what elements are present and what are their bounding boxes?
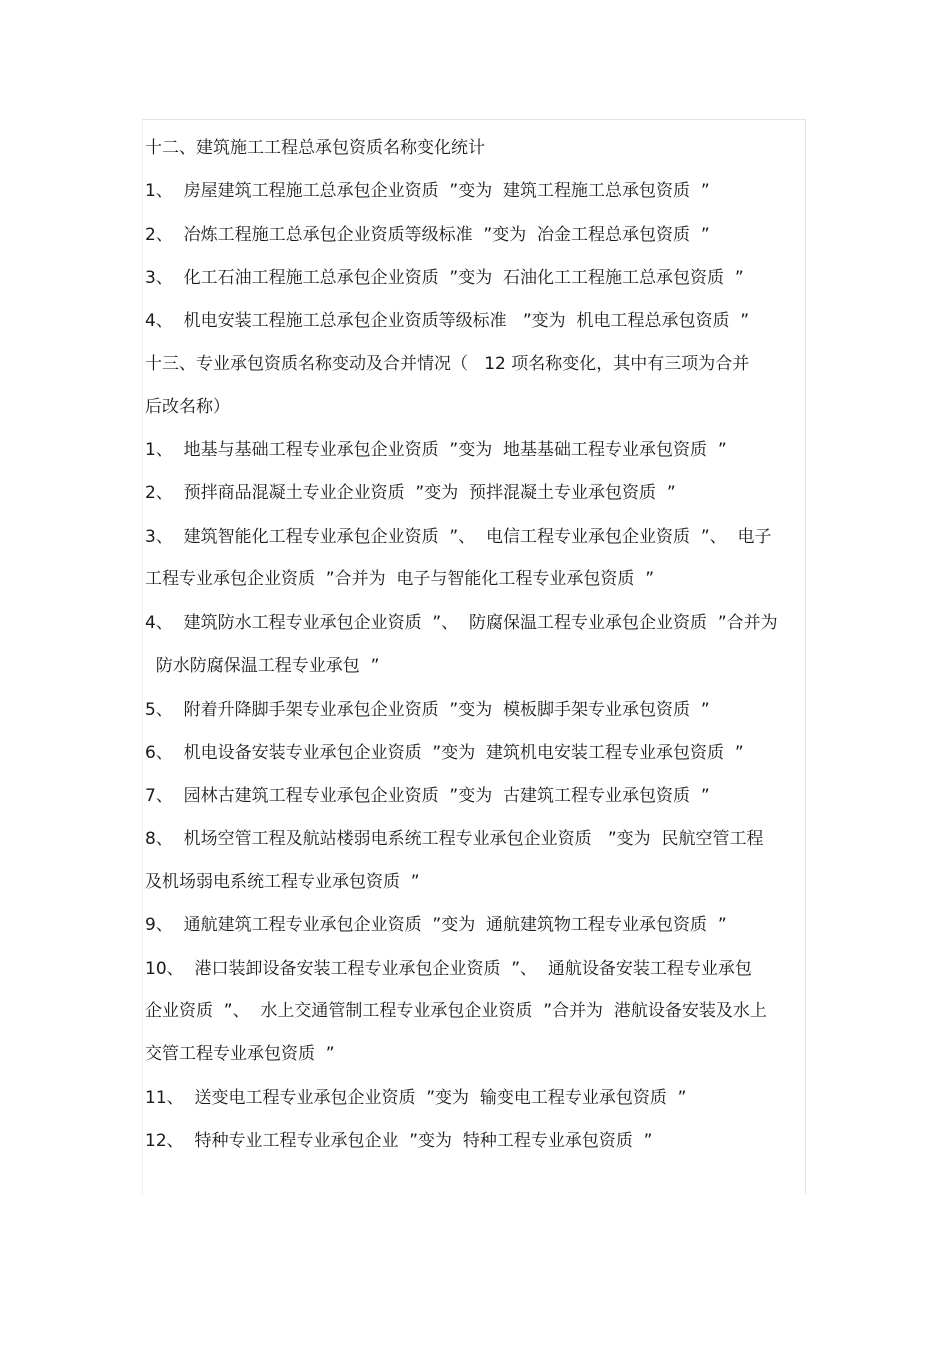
heading-section-13: 十三、专业承包资质名称变动及合并情况（ 12 项名称变化，其中有三项为合并 (145, 354, 750, 374)
text-line: 6、 机电设备安装专业承包企业资质 ”变为 建筑机电安装工程专业承包资质 ” (145, 743, 744, 763)
text-line: 4、 建筑防水工程专业承包企业资质 ”、 防腐保温工程专业承包企业资质 ”合并为 (145, 613, 778, 633)
text-line: 3、 建筑智能化工程专业承包企业资质 ”、 电信工程专业承包企业资质 ”、 电子 (145, 527, 772, 547)
text-line: 5、 附着升降脚手架专业承包企业资质 ”变为 模板脚手架专业承包资质 ” (145, 700, 710, 720)
text-line: 9、 通航建筑工程专业承包企业资质 ”变为 通航建筑物工程专业承包资质 ” (145, 915, 727, 935)
text-line: 1、 地基与基础工程专业承包企业资质 ”变为 地基基础工程专业承包资质 ” (145, 440, 727, 460)
text-line: 4、 机电安装工程施工总承包企业资质等级标准 ”变为 机电工程总承包资质 ” (145, 311, 750, 331)
text-line: 8、 机场空管工程及航站楼弱电系统工程专业承包企业资质 ”变为 民航空管工程 (145, 829, 764, 849)
text-line: 7、 园林古建筑工程专业承包企业资质 ”变为 古建筑工程专业承包资质 ” (145, 786, 710, 806)
text-line: 10、 港口装卸设备安装工程专业承包企业资质 ”、 通航设备安装工程专业承包 (145, 959, 752, 979)
text-line: 2、 冶炼工程施工总承包企业资质等级标准 ”变为 冶金工程总承包资质 ” (145, 225, 710, 245)
text-line: 防水防腐保温工程专业承包 ” (145, 656, 380, 676)
text-line: 1、 房屋建筑工程施工总承包企业资质 ”变为 建筑工程施工总承包资质 ” (145, 181, 710, 201)
heading-section-12: 十二、建筑施工工程总承包资质名称变化统计 (145, 138, 485, 158)
text-line: 企业资质 ”、 水上交通管制工程专业承包企业资质 ”合并为 港航设备安装及水上 (145, 1001, 767, 1021)
heading-section-13-cont: 后改名称） (145, 397, 230, 417)
text-line: 2、 预拌商品混凝土专业企业资质 ”变为 预拌混凝土专业承包资质 ” (145, 483, 676, 503)
text-line: 11、 送变电工程专业承包企业资质 ”变为 输变电工程专业承包资质 ” (145, 1088, 687, 1108)
text-line: 3、 化工石油工程施工总承包企业资质 ”变为 石油化工工程施工总承包资质 ” (145, 268, 744, 288)
text-line: 交管工程专业承包资质 ” (145, 1044, 335, 1064)
text-line: 12、 特种专业工程专业承包企业 ”变为 特种工程专业承包资质 ” (145, 1131, 653, 1151)
text-line: 工程专业承包企业资质 ”合并为 电子与智能化工程专业承包资质 ” (145, 569, 655, 589)
text-line: 及机场弱电系统工程专业承包资质 ” (145, 872, 420, 892)
